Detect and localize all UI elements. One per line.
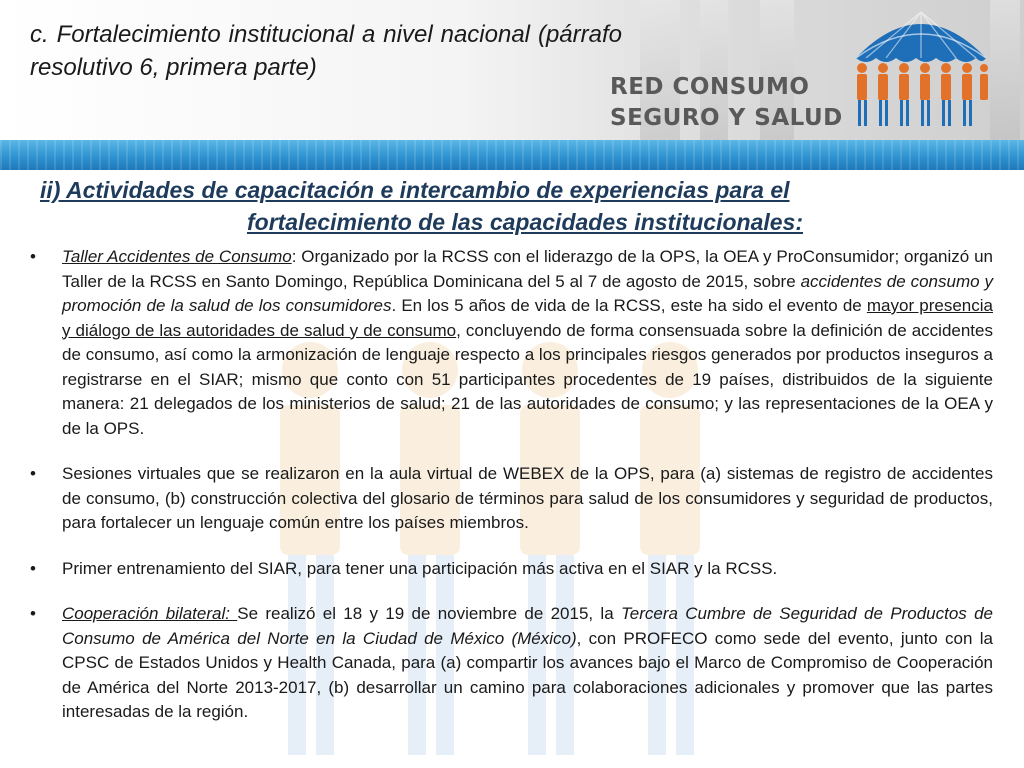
item-underlined-text: mayor presencia y diálogo de las autoridades de salud y de consumo xyxy=(62,296,993,340)
bullet-icon: • xyxy=(30,247,36,266)
item-text: , concluyendo de forma consensuada sobre la definición de accidentes de consumo, así como la armonización de lenguaje respecto a los principales riesgos generados por productos inseguros a registrarse en el SIAR; mismo que conto con 51 participantes procedentes de 19 países, distribuidos de la siguiente manera: 21 delegados de los ministerios de salud; 21 de las autoridades de consumo; y las representaciones de la OEA y de la OPS. xyxy=(62,320,993,438)
logo-text xyxy=(610,72,843,134)
list-item xyxy=(30,462,993,536)
header-band xyxy=(0,0,1024,140)
item-text: Se realizó el 18 y 19 de noviembre de 2015, la xyxy=(237,604,621,623)
subtitle-line-2: fortalecimiento de las capacidades institucionales: xyxy=(246,209,803,235)
blue-stripe xyxy=(0,140,1024,170)
item-text: Primer entrenamiento del SIAR, para tener una participación más activa en el SIAR y la RCSS. xyxy=(62,558,778,578)
bullet-list xyxy=(30,245,993,746)
umbrella-people-icon xyxy=(846,0,996,136)
logo-line-1: RED CONSUMO xyxy=(610,74,810,100)
item-label: Cooperación bilateral: xyxy=(62,604,238,623)
list-item xyxy=(30,557,993,582)
logo-line-2: SEGURO Y SALUD xyxy=(610,105,843,131)
item-text: : xyxy=(291,247,297,266)
item-label: Taller Accidentes de Consumo xyxy=(62,247,292,266)
bullet-icon: • xyxy=(30,558,36,578)
subtitle-line-1: Actividades de capacitación e intercambio de experiencias para el xyxy=(60,177,790,203)
list-item xyxy=(30,245,993,441)
section-subtitle xyxy=(40,174,980,238)
item-text: . En los 5 años de vida de la RCSS, este ha sido el evento de xyxy=(391,296,867,315)
item-text: , con PROFECO como sede del evento, junto con la CPSC de Estados Unidos y Health Canada, para (a) compartir los avances bajo el Marco de Compromiso de Cooperación de América del Norte 2013-2017, (b) desarrollar un camino para colaboraciones adicionales y promover que las partes interesadas de la región. xyxy=(62,628,994,721)
item-text: Sesiones virtuales que se realizaron en la aula virtual de WEBEX de la OPS, para (a) sistemas de registro de accidentes de consumo, (b) construcción colectiva del glosario de términos para salud de los consumidores y seguridad de productos, para fortalecer un lenguaje común entre los países miembros. xyxy=(62,464,993,532)
bullet-icon: • xyxy=(30,464,36,483)
bullet-icon: • xyxy=(30,604,36,623)
slide-title: c. Fortalecimiento institucional a nivel nacional (párrafo resolutivo 6, primera parte) xyxy=(30,21,622,81)
item-italic-text: accidentes de consumo y promoción de la salud de los consumidores xyxy=(62,271,993,315)
item-italic-text: Tercera Cumbre de Seguridad de Productos de Consumo de América del Norte en la Ciudad de México (México) xyxy=(62,604,993,648)
list-item xyxy=(30,602,993,725)
subtitle-prefix: ii) xyxy=(40,177,61,203)
item-text: Organizado por la RCSS con el liderazgo de la OPS, la OEA y ProConsumidor; organizó un Taller de la RCSS en Santo Domingo, República Dominicana del 5 al 7 de agosto de 2015, sobre xyxy=(62,247,994,291)
